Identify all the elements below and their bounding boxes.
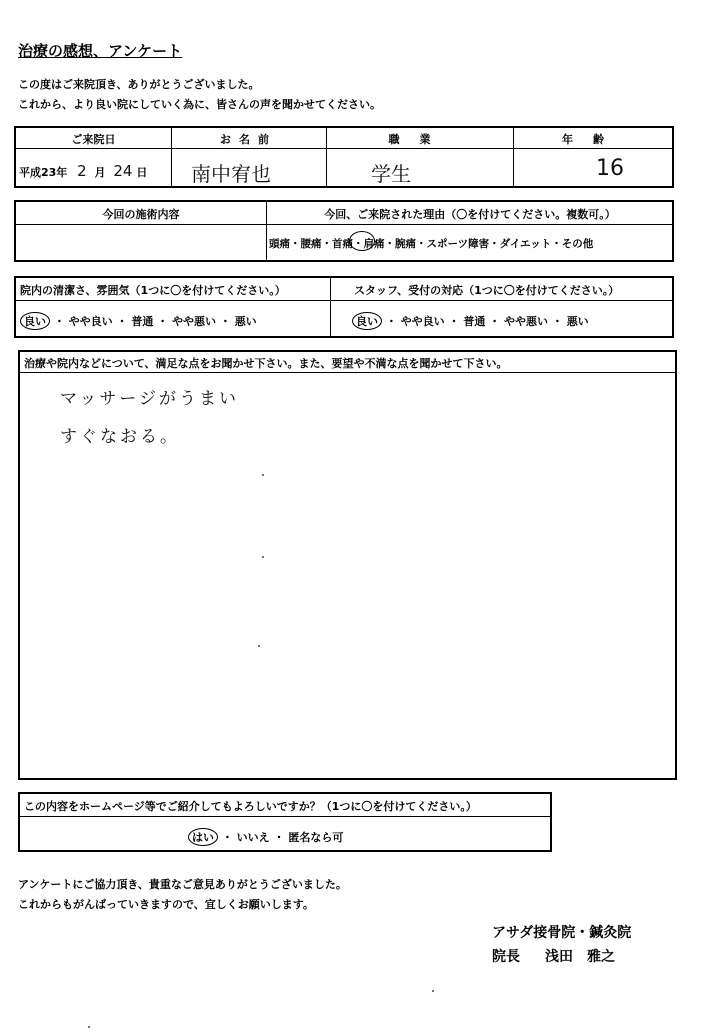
header-age: 年齢 — [562, 133, 624, 146]
scan-speck — [432, 990, 434, 992]
header-homepage: この内容をホームページ等でご紹介してもよろしいですか？（1つに〇を付けてください。） — [24, 800, 477, 813]
header-treatment: 今回の施術内容 — [102, 208, 180, 221]
homepage-option-selected[interactable]: はい — [188, 828, 218, 846]
director-name: 浅田 雅之 — [545, 949, 615, 965]
header-comments: 治療や院内などについて、満足な点をお聞かせ下さい。また、要望や不満な点を聞かせて下さい。 — [24, 357, 508, 370]
staff-option[interactable]: やや良い — [400, 315, 445, 328]
header-occupation: 職業 — [388, 133, 451, 146]
cleanliness-option[interactable]: 普通 — [131, 315, 154, 328]
scan-speck — [88, 1026, 90, 1028]
homepage-option[interactable]: 匿名なら可 — [288, 831, 344, 844]
date-day: 24 — [113, 162, 133, 180]
treatment-content — [18, 228, 264, 258]
reason-circle-mark — [349, 231, 375, 251]
header-name: お名前 — [220, 133, 277, 146]
page-title: 治療の感想、アンケート — [18, 42, 183, 60]
clinic-name: アサダ接骨院・鍼灸院 — [492, 925, 632, 941]
director-title: 院長 — [492, 949, 520, 965]
cleanliness-options: 良い ・ やや良い ・ 普通 ・ やや悪い ・ 悪い — [20, 312, 257, 330]
header-cleanliness: 院内の清潔さ、雰囲気（1つに〇を付けてください。） — [20, 284, 286, 297]
respondent-occupation: 学生 — [371, 162, 411, 186]
scan-speck — [262, 556, 264, 558]
date-era-year: 平成23年 — [19, 166, 68, 179]
staff-options: 良い ・ やや良い ・ 普通 ・ やや悪い ・ 悪い — [352, 312, 589, 330]
info-table — [14, 126, 674, 188]
cleanliness-option[interactable]: 悪い — [234, 315, 257, 328]
date-month-unit: 月 — [94, 166, 106, 179]
comments-box — [18, 350, 677, 780]
comment-line-2: すぐなおる。 — [60, 427, 180, 447]
intro-line-2: これから、より良い院にしていく為に、皆さんの声を聞かせてください。 — [18, 98, 381, 111]
scan-speck — [258, 645, 260, 647]
staff-option[interactable]: 普通 — [463, 315, 486, 328]
staff-option[interactable]: やや悪い — [504, 315, 549, 328]
staff-option-selected[interactable]: 良い — [352, 312, 382, 330]
comment-line-1: マッサージがうまい — [60, 389, 239, 409]
date-day-unit: 日 — [136, 166, 148, 179]
scan-speck — [262, 474, 264, 476]
visit-reasons: 頭痛・腰痛・首痛・肩痛・腕痛・スポーツ障害・ダイエット・その他 — [269, 238, 594, 250]
staff-option[interactable]: 悪い — [566, 315, 589, 328]
respondent-age: 16 — [596, 156, 624, 181]
cleanliness-option[interactable]: やや良い — [68, 315, 113, 328]
homepage-table — [18, 792, 552, 852]
homepage-option[interactable]: いいえ — [236, 831, 270, 844]
visit-date — [19, 162, 147, 180]
closing-line-2: これからもがんばっていきますので、宜しくお願いします。 — [18, 898, 314, 911]
cleanliness-option[interactable]: やや悪い — [172, 315, 217, 328]
rating-table — [14, 276, 674, 338]
header-staff: スタッフ、受付の対応（1つに〇を付けてください。） — [354, 284, 620, 297]
header-visit-reason: 今回、ご来院された理由（〇を付けてください。複数可。） — [324, 208, 616, 221]
date-month: 2 — [77, 162, 87, 180]
respondent-name: 南中宥也 — [191, 162, 271, 186]
treatment-table — [14, 200, 674, 262]
header-visit-date: ご来院日 — [71, 133, 116, 146]
cleanliness-option-selected[interactable]: 良い — [20, 312, 50, 330]
closing-line-1: アンケートにご協力頂き、貴重なご意見ありがとうございました。 — [18, 878, 347, 891]
intro-line-1: この度はご来院頂き、ありがとうございました。 — [18, 78, 260, 91]
homepage-options: はい ・ いいえ ・ 匿名なら可 — [188, 828, 343, 846]
